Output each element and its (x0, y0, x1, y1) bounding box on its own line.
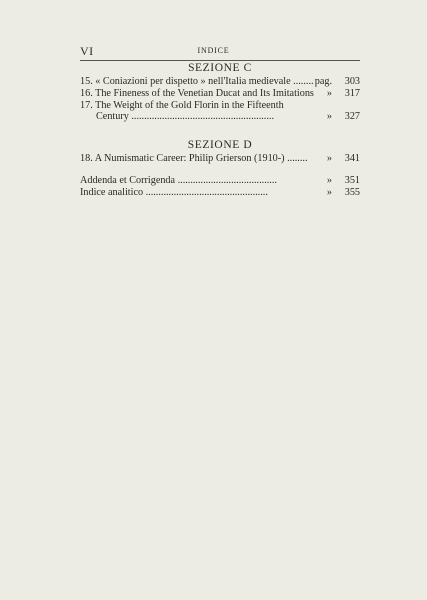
toc-entry-addenda (80, 175, 360, 186)
toc-entry-title: 15. « Coniazioni per dispetto » nell'Italia medievale ........ (80, 76, 314, 87)
toc-entry-page: 355 (344, 187, 360, 198)
toc-entry-title: Indice analitico ................................................ (80, 187, 268, 198)
toc-entry-pag: » (326, 175, 332, 186)
toc-entry-title: 17. The Weight of the Gold Florin in the Fifteenth (80, 100, 284, 111)
toc-entry-15 (80, 76, 360, 87)
toc-entry-title: Addenda et Corrigenda ....................................... (80, 175, 277, 186)
toc-entry-17 (80, 100, 360, 122)
toc-entry-page: 351 (344, 175, 360, 186)
page-number: VI (80, 44, 94, 58)
section-title-c: SEZIONE C (188, 62, 252, 74)
toc-entry-title: 16. The Fineness of the Venetian Ducat and Its Imitations (80, 88, 314, 99)
toc-entry-18 (80, 153, 360, 164)
toc-entry-title-cont: Century ........................................................ (96, 111, 274, 122)
toc-entry-indice (80, 187, 360, 198)
toc-entry-pag: » (326, 187, 332, 198)
show-through-text (100, 214, 340, 226)
toc-entry-page: 327 (344, 111, 360, 122)
header-rule (80, 60, 360, 61)
toc-entry-16 (80, 88, 360, 99)
running-head: INDICE (197, 46, 230, 55)
toc-entry-page: 341 (344, 153, 360, 164)
toc-entry-page: 303 (344, 76, 360, 87)
toc-entry-page: 317 (344, 88, 360, 99)
toc-entry-title: 18. A Numismatic Career: Philip Grierson (1910-) ........ (80, 153, 308, 164)
toc-entry-pag: pag. (314, 76, 332, 87)
toc-entry-pag: » (326, 153, 332, 164)
toc-entry-pag: » (326, 111, 332, 122)
section-title-d: SEZIONE D (187, 139, 253, 151)
toc-entry-pag: » (326, 88, 332, 99)
